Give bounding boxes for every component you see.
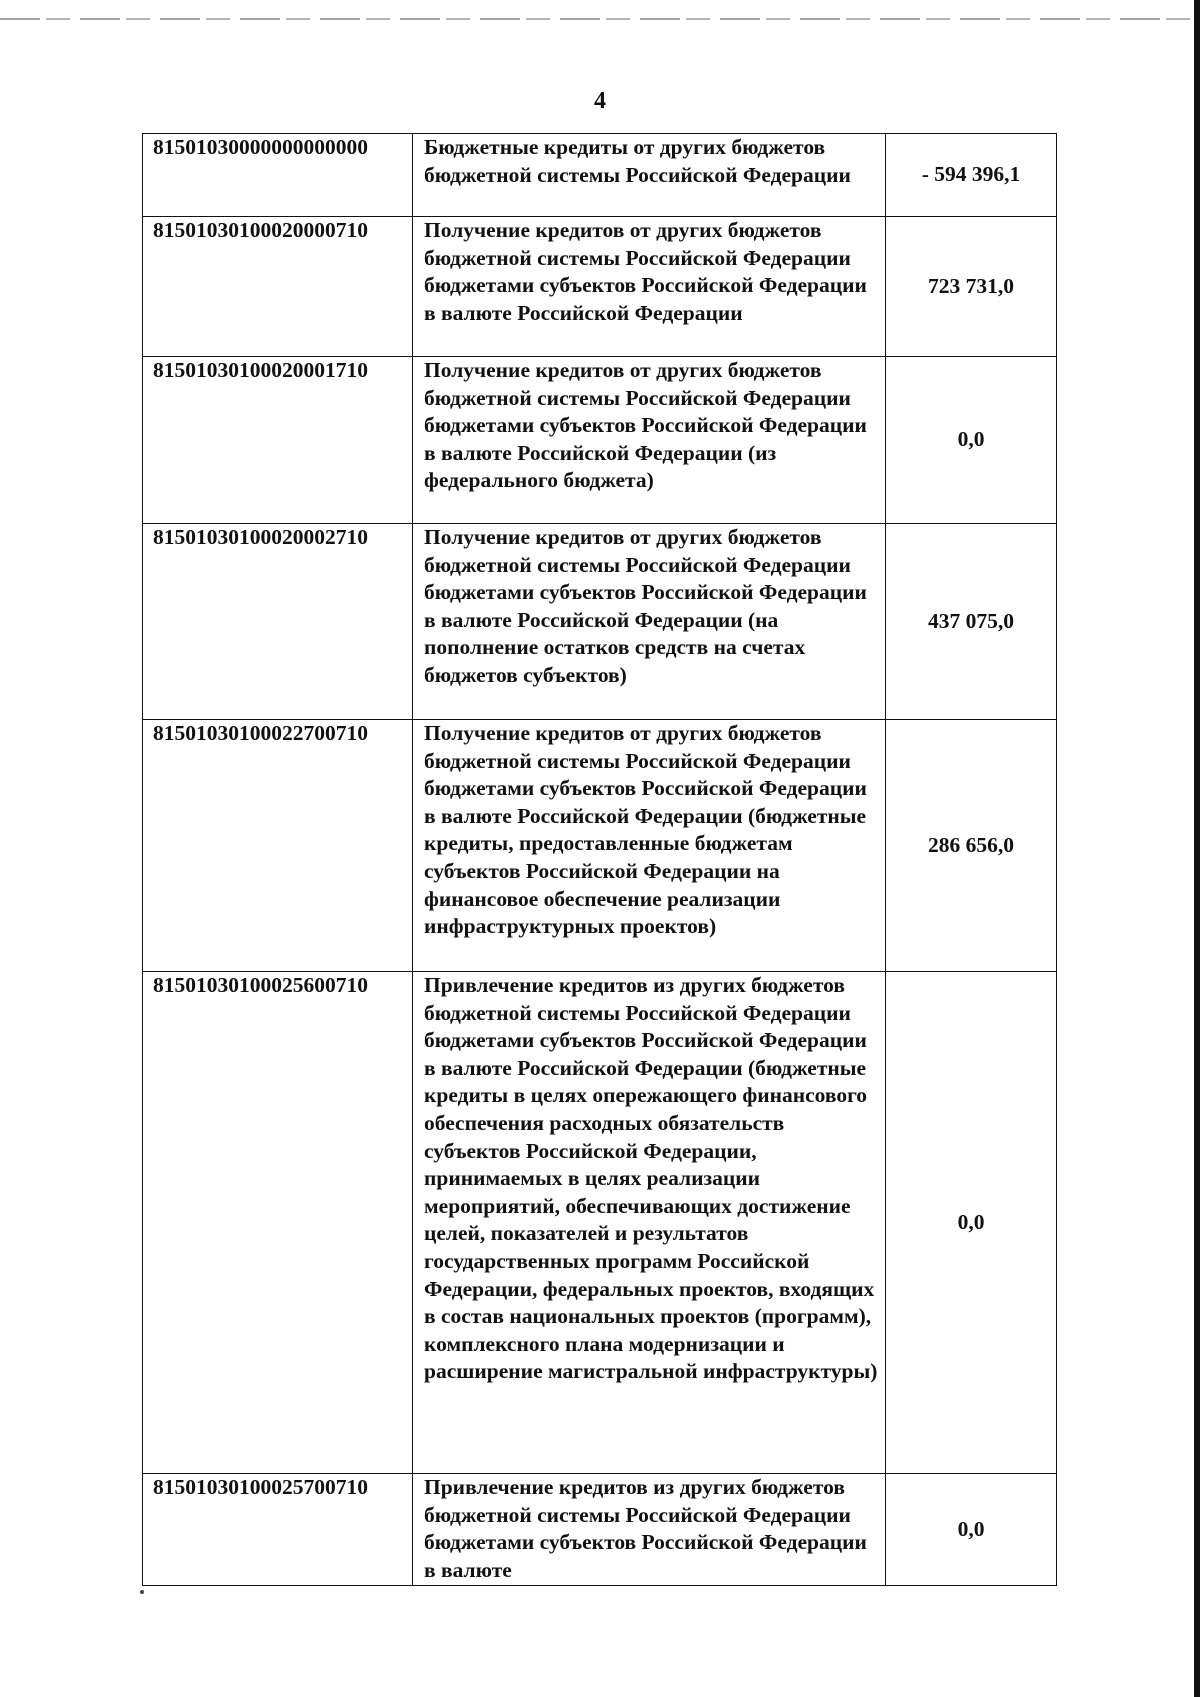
amount-cell: 437 075,0 xyxy=(886,524,1057,720)
table-row xyxy=(143,217,1057,357)
budget-code-cell: 81501030000000000000 xyxy=(143,134,413,217)
budget-item-name-cell: Бюджетные кредиты от других бюджетов бюджетной системы Российской Федерации xyxy=(413,134,886,217)
amount-cell: 0,0 xyxy=(886,357,1057,524)
table-row xyxy=(143,972,1057,1474)
amount-cell: - 594 396,1 xyxy=(886,134,1057,217)
table-row xyxy=(143,357,1057,524)
scan-right-edge xyxy=(1194,0,1200,1697)
budget-code-cell: 81501030100020001710 xyxy=(143,357,413,524)
scan-speck xyxy=(140,1590,144,1594)
amount-cell: 0,0 xyxy=(886,1474,1057,1586)
budget-item-name-cell: Привлечение кредитов из других бюджетов бюджетной системы Российской Федерации бюджетами субъектов Российской Федерации в валюте Российской Федерации (бюджетные кредиты в целях опережающего финансового обеспечения расходных обязательств субъектов Российской Федерации, принимаемых в целях реализации мероприятий, обеспечивающих достижение целей, показателей и результатов государственных программ Российской Федерации, федеральных проектов, входящих в состав национальных проектов (программ), комплексного плана модернизации и расширение магистральной инфраструктуры) xyxy=(413,972,886,1474)
amount-cell: 723 731,0 xyxy=(886,217,1057,357)
budget-code-cell: 81501030100025600710 xyxy=(143,972,413,1474)
table-row xyxy=(143,134,1057,217)
budget-code-cell: 81501030100020002710 xyxy=(143,524,413,720)
scan-top-artifact xyxy=(0,18,1200,20)
budget-table-wrapper xyxy=(142,133,1056,1586)
table-row xyxy=(143,524,1057,720)
budget-code-cell: 81501030100020000710 xyxy=(143,217,413,357)
budget-code-cell: 81501030100022700710 xyxy=(143,720,413,972)
budget-item-name-cell: Получение кредитов от других бюджетов бюджетной системы Российской Федерации бюджетами субъектов Российской Федерации в валюте Российской Федерации xyxy=(413,217,886,357)
budget-sources-table xyxy=(142,133,1057,1586)
table-row xyxy=(143,1474,1057,1586)
budget-item-name-cell: Получение кредитов от других бюджетов бюджетной системы Российской Федерации бюджетами субъектов Российской Федерации в валюте Российской Федерации (на пополнение остатков средств на счетах бюджетов субъектов) xyxy=(413,524,886,720)
budget-code-cell: 81501030100025700710 xyxy=(143,1474,413,1586)
budget-item-name-cell: Привлечение кредитов из других бюджетов бюджетной системы Российской Федерации бюджетами субъектов Российской Федерации в валюте xyxy=(413,1474,886,1586)
amount-cell: 0,0 xyxy=(886,972,1057,1474)
table-row xyxy=(143,720,1057,972)
budget-item-name-cell: Получение кредитов от других бюджетов бюджетной системы Российской Федерации бюджетами субъектов Российской Федерации в валюте Российской Федерации (из федерального бюджета) xyxy=(413,357,886,524)
budget-item-name-cell: Получение кредитов от других бюджетов бюджетной системы Российской Федерации бюджетами субъектов Российской Федерации в валюте Российской Федерации (бюджетные кредиты, предоставленные бюджетам субъектов Российской Федерации на финансовое обеспечение реализации инфраструктурных проектов) xyxy=(413,720,886,972)
page-number: 4 xyxy=(594,88,606,114)
amount-cell: 286 656,0 xyxy=(886,720,1057,972)
